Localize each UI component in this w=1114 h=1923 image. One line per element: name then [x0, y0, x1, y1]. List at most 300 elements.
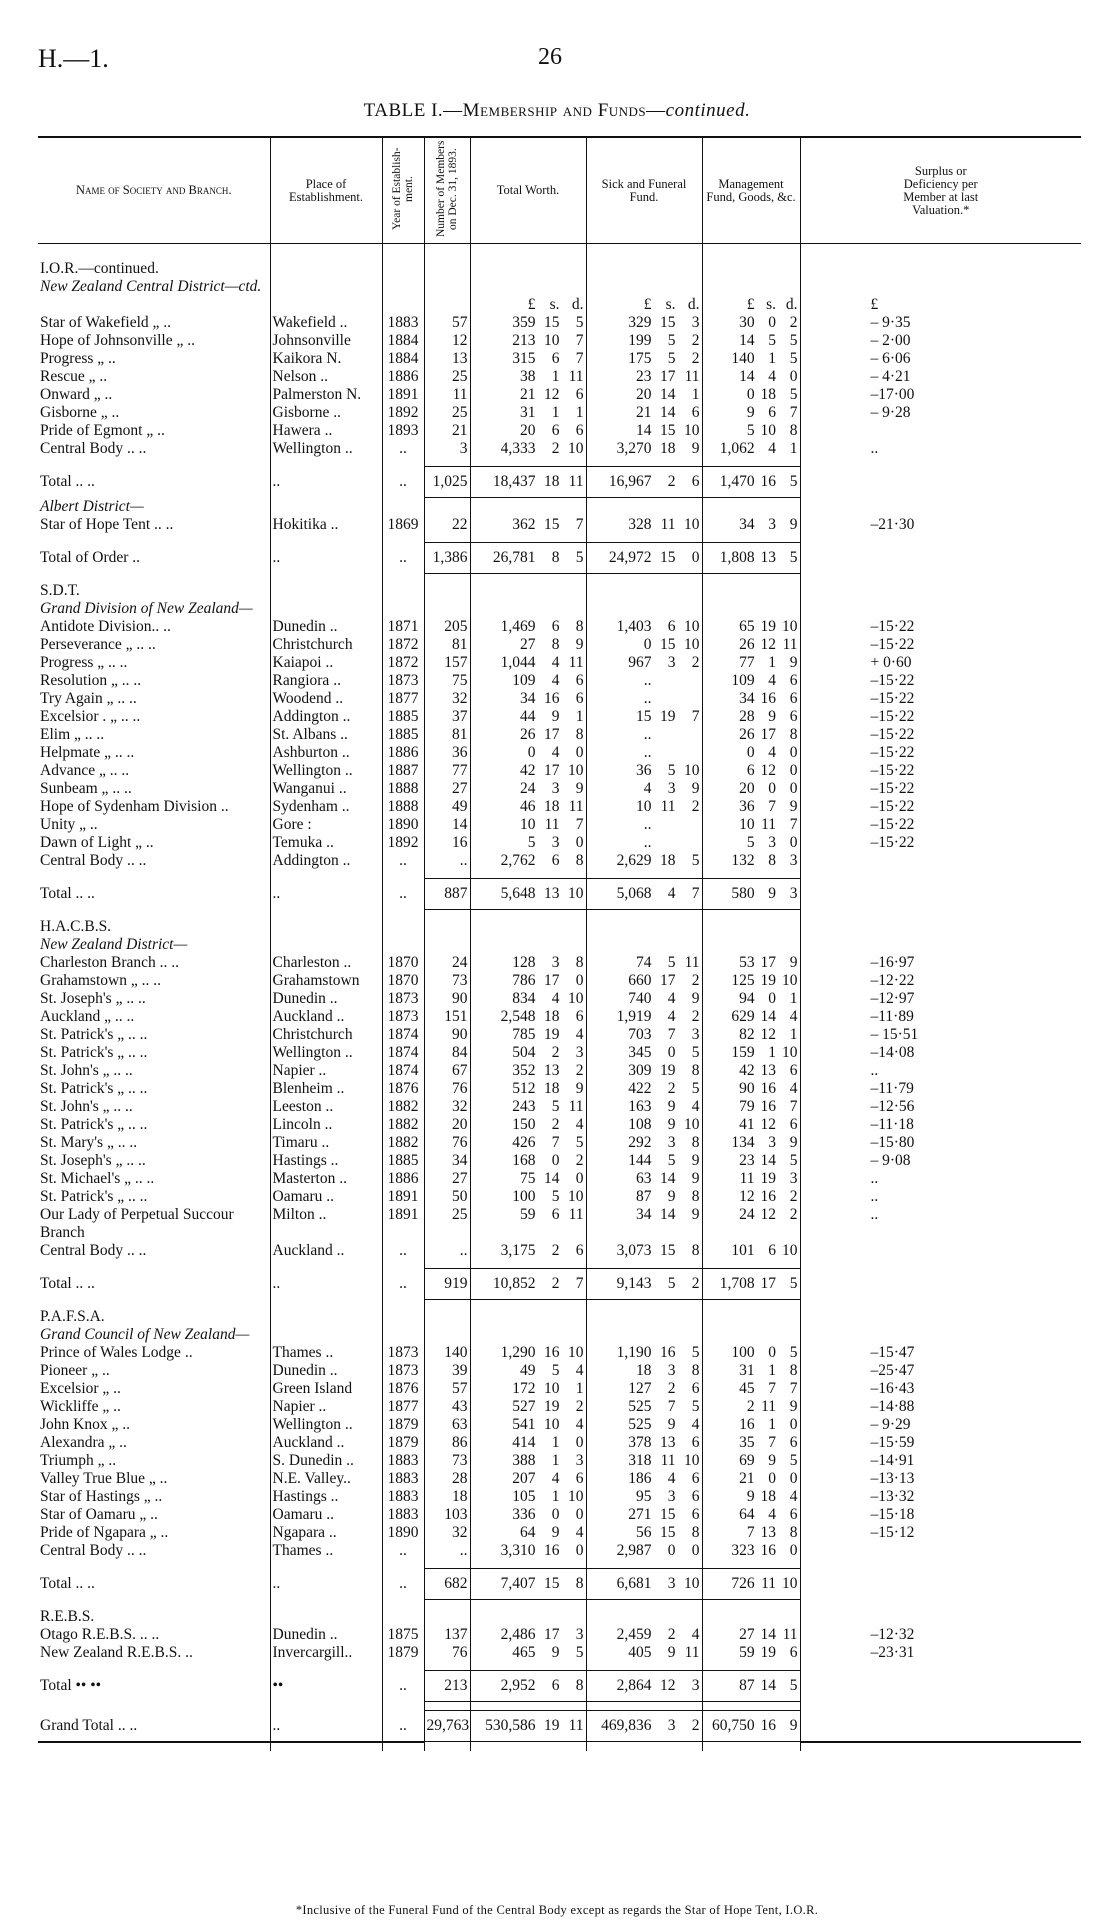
total-worth	[473, 549, 584, 567]
surplus-cell	[800, 1326, 1081, 1344]
management-fund-pounds: 31	[739, 1362, 755, 1379]
members-cell: 57	[424, 1380, 470, 1398]
branch-name: Central Body .. ..	[40, 440, 147, 457]
management-fund-pence: 10	[782, 1044, 798, 1061]
management-fund-pence: 4	[789, 1008, 798, 1025]
society-heading-row	[38, 260, 1081, 278]
members-cell: 137	[424, 1626, 470, 1644]
year-cell: 1891	[382, 1206, 424, 1224]
surplus-cell: –15·22	[800, 672, 1081, 690]
table-row	[38, 1416, 1081, 1434]
total-row	[38, 879, 1081, 910]
management-fund-pence: 5	[789, 386, 798, 403]
table-row	[38, 954, 1081, 972]
total-worth-shillings: 5	[551, 1098, 560, 1115]
management-fund-pence: 6	[789, 1434, 798, 1451]
sick-fund-shillings	[652, 834, 676, 852]
year-cell: 1873	[382, 1008, 424, 1026]
total-row	[38, 1269, 1081, 1300]
sick-fund	[589, 1206, 700, 1224]
sick-fund-pounds: £	[643, 296, 652, 313]
total-worth-pence: 9	[575, 1080, 584, 1097]
management-fund	[705, 332, 798, 350]
total-worth	[473, 852, 584, 870]
total-worth-pounds: 42	[520, 762, 536, 779]
surplus-cell	[800, 467, 1081, 498]
total-worth-pence: 10	[568, 885, 584, 902]
total-worth-pence: 3	[575, 1452, 584, 1469]
sick-fund-cell	[586, 1524, 702, 1542]
sick-fund-shillings	[652, 726, 676, 744]
management-fund-cell	[702, 1044, 800, 1062]
management-fund-pounds: 90	[739, 1080, 755, 1097]
management-fund-shillings: 4	[768, 672, 777, 689]
year-cell: 1885	[382, 708, 424, 726]
management-fund-pence: 9	[789, 954, 798, 971]
total-worth	[473, 990, 584, 1008]
table-row	[38, 1398, 1081, 1416]
members-cell: 28	[424, 1470, 470, 1488]
management-fund-cell	[702, 1098, 800, 1116]
total-worth-cell	[470, 1644, 586, 1662]
members-cell	[424, 260, 470, 278]
sick-fund	[589, 1242, 700, 1260]
sick-fund-cell	[586, 918, 702, 936]
sick-fund-pence: 6	[691, 404, 700, 421]
total-worth-pounds: 465	[512, 1644, 536, 1661]
management-fund-pence: 0	[789, 1470, 798, 1487]
members-cell: 32	[424, 690, 470, 708]
sick-fund-cell	[586, 1569, 702, 1600]
management-fund-pence: 6	[789, 672, 798, 689]
sick-fund-shillings: 5	[667, 954, 676, 971]
year-cell: ..	[382, 1711, 424, 1742]
management-fund-cell	[702, 467, 800, 498]
sick-fund	[589, 1362, 700, 1380]
total-worth-shillings: 18	[544, 1008, 560, 1025]
place-cell: Ashburton ..	[270, 744, 382, 762]
year-cell	[382, 918, 424, 936]
management-fund-pounds: 82	[739, 1026, 755, 1043]
members-cell: 3	[424, 440, 470, 458]
total-worth-pence: 6	[575, 1008, 584, 1025]
sick-fund-cell	[586, 834, 702, 852]
sick-fund-shillings: 5	[667, 1275, 676, 1292]
management-fund	[705, 972, 798, 990]
total-worth	[473, 1470, 584, 1488]
place-cell: Blenheim ..	[270, 1080, 382, 1098]
total-worth-pence: 8	[575, 852, 584, 869]
management-fund-cell	[702, 368, 800, 386]
sick-fund-shillings: 3	[667, 1362, 676, 1379]
total-worth-pounds: 26,781	[492, 549, 536, 566]
sick-fund-pence: 0	[691, 1542, 700, 1559]
sick-fund	[589, 1152, 700, 1170]
surplus-cell	[800, 278, 1081, 296]
sick-fund-pence: 2	[691, 654, 700, 671]
branch-name: St. Joseph's „ .. ..	[40, 1152, 146, 1169]
table-row	[38, 852, 1081, 870]
total-worth	[473, 422, 584, 440]
sick-fund	[589, 1398, 700, 1416]
management-fund	[705, 1062, 798, 1080]
total-worth	[473, 1170, 584, 1188]
management-fund-pence: 7	[789, 404, 798, 421]
year-cell	[382, 600, 424, 618]
members-cell: 18	[424, 1488, 470, 1506]
place-cell: Hawera ..	[270, 422, 382, 440]
sick-fund-shillings: 15	[660, 314, 676, 331]
total-worth-shillings: 2	[551, 1275, 560, 1292]
sick-fund-cell	[586, 1098, 702, 1116]
members-cell	[424, 278, 470, 296]
year-cell: ..	[382, 1269, 424, 1300]
year-cell	[382, 1326, 424, 1344]
management-fund-pounds: 1,062	[719, 440, 755, 457]
total-worth-shillings: 3	[551, 780, 560, 797]
table-row	[38, 654, 1081, 672]
place-cell: Timaru ..	[270, 1134, 382, 1152]
sick-fund-pence: 6	[691, 1434, 700, 1451]
total-worth-pounds: 46	[520, 798, 536, 815]
total-worth-cell	[470, 879, 586, 910]
management-fund	[705, 1416, 798, 1434]
management-fund	[705, 1044, 798, 1062]
branch-name: St. Mary's „ .. ..	[40, 1134, 138, 1151]
total-worth-shillings: 6	[551, 618, 560, 635]
total-worth	[473, 386, 584, 404]
place-cell: Auckland ..	[270, 1434, 382, 1452]
table-row	[38, 1488, 1081, 1506]
total-worth-cell	[470, 780, 586, 798]
year-cell: 1885	[382, 1152, 424, 1170]
sick-fund-pence: 5	[691, 1080, 700, 1097]
branch-name: Sunbeam „ .. ..	[40, 780, 132, 797]
sick-fund-pence: 8	[691, 1188, 700, 1205]
total-worth	[473, 1206, 584, 1224]
spacer-row	[38, 1300, 1081, 1309]
total-worth	[473, 404, 584, 422]
sick-fund-pounds: 9,143	[616, 1275, 652, 1292]
total-worth-pounds: 18,437	[492, 473, 536, 490]
sick-fund	[589, 654, 700, 672]
total-worth-cell	[470, 1452, 586, 1470]
sick-fund-shillings: 15	[660, 1524, 676, 1541]
year-cell: 1872	[382, 636, 424, 654]
management-fund-cell	[702, 600, 800, 618]
total-worth-pence: 10	[568, 1344, 584, 1361]
sick-fund-pence: 3	[691, 1677, 700, 1694]
total-worth	[473, 1044, 584, 1062]
total-worth-cell	[470, 798, 586, 816]
table-row	[38, 708, 1081, 726]
management-fund-pence: 9	[789, 1398, 798, 1415]
management-fund-pounds: 9	[746, 404, 755, 421]
year-cell: 1873	[382, 672, 424, 690]
branch-name: Rescue „ ..	[40, 368, 108, 385]
sick-fund-cell	[586, 368, 702, 386]
sick-fund-cell	[586, 1116, 702, 1134]
year-cell	[382, 260, 424, 278]
total-worth-cell	[470, 543, 586, 574]
place-cell: Wellington ..	[270, 1416, 382, 1434]
members-cell: 919	[424, 1269, 470, 1300]
sick-fund-pence: 2	[691, 350, 700, 367]
management-fund-pence: 4	[789, 1080, 798, 1097]
sick-fund	[589, 618, 700, 636]
management-fund	[705, 1542, 798, 1560]
sick-fund-cell	[586, 1711, 702, 1742]
branch-name: Dawn of Light „ ..	[40, 834, 154, 851]
footnote: *Inclusive of the Funeral Fund of the Central Body except as regards the Star of Hope Tent, I.O.R.	[295, 1903, 819, 1917]
management-fund-pence: 7	[789, 816, 798, 833]
sick-fund-pounds: 2,864	[616, 1677, 652, 1694]
total-row	[38, 1671, 1081, 1702]
members-cell: 49	[424, 798, 470, 816]
sick-fund-pounds: 163	[628, 1098, 652, 1115]
management-fund-shillings: 11	[761, 1398, 777, 1415]
management-fund	[705, 762, 798, 780]
year-cell: ..	[382, 879, 424, 910]
total-worth-shillings: 11	[544, 816, 560, 833]
management-fund-cell	[702, 762, 800, 780]
place-cell: Kaiapoi ..	[270, 654, 382, 672]
sick-fund-cell	[586, 1608, 702, 1626]
total-worth-cell	[470, 582, 586, 600]
management-fund-pounds: £	[746, 296, 755, 313]
total-worth-shillings: 8	[551, 636, 560, 653]
management-fund-pence: 5	[789, 1152, 798, 1169]
management-fund-cell	[702, 990, 800, 1008]
total-worth-pence: 1	[575, 404, 584, 421]
year-cell: 1883	[382, 1488, 424, 1506]
management-fund-cell	[702, 1506, 800, 1524]
surplus-cell: –15·22	[800, 744, 1081, 762]
sick-fund-pence: 9	[691, 990, 700, 1007]
branch-name: Hope of Sydenham Division ..	[40, 798, 229, 815]
surplus-cell: –11·89	[800, 1008, 1081, 1026]
management-fund-cell	[702, 1242, 800, 1260]
management-fund-pence: 10	[782, 972, 798, 989]
year-cell: ..	[382, 1542, 424, 1560]
place-cell: Palmerston N.	[270, 386, 382, 404]
table-title	[0, 100, 1114, 122]
total-worth-shillings: 9	[551, 1524, 560, 1541]
sick-fund	[589, 1098, 700, 1116]
members-cell	[424, 918, 470, 936]
table-row	[38, 690, 1081, 708]
place-cell: ..	[270, 879, 382, 910]
table-row	[38, 762, 1081, 780]
sick-fund-cell	[586, 1488, 702, 1506]
management-fund-cell	[702, 1380, 800, 1398]
sick-fund-pounds: 469,836	[601, 1717, 652, 1734]
total-worth-pence: 5	[575, 1134, 584, 1151]
sick-fund-pounds: ..	[643, 672, 652, 689]
sick-fund	[589, 1026, 700, 1044]
total-worth-cell	[470, 1380, 586, 1398]
management-fund	[705, 1434, 798, 1452]
surplus-cell	[800, 498, 1081, 517]
sick-fund	[589, 1470, 700, 1488]
total-worth-cell	[470, 278, 586, 296]
sick-fund-cell	[586, 404, 702, 422]
total-worth-cell	[470, 816, 586, 834]
sick-fund-pounds: 525	[628, 1416, 652, 1433]
total-worth-pence: 10	[568, 440, 584, 457]
sick-fund-cell	[586, 332, 702, 350]
sick-fund-shillings: 3	[667, 654, 676, 671]
management-fund-shillings: 17	[760, 1275, 777, 1292]
sick-fund	[589, 1380, 700, 1398]
surplus-cell: –23·31	[800, 1644, 1081, 1662]
year-cell	[382, 1308, 424, 1326]
total-worth-cell	[470, 1434, 586, 1452]
sick-fund	[589, 972, 700, 990]
members-cell: 63	[424, 1416, 470, 1434]
year-cell: ..	[382, 1569, 424, 1600]
management-fund-shillings: 3	[768, 516, 777, 533]
total-worth	[473, 1344, 584, 1362]
total-worth-cell	[470, 1362, 586, 1380]
management-fund	[705, 404, 798, 422]
branch-name: Gisborne „ ..	[40, 404, 120, 421]
sick-fund-cell	[586, 1398, 702, 1416]
total-worth-pounds: 10,852	[492, 1275, 536, 1292]
branch-name: Total .. ..	[40, 473, 95, 490]
total-worth-shillings: 8	[551, 549, 560, 566]
surplus-cell: – 15·51	[800, 1026, 1081, 1044]
management-fund-cell	[702, 618, 800, 636]
total-worth-shillings: 6	[551, 422, 560, 439]
management-fund-shillings: 9	[768, 1452, 777, 1469]
sick-fund-pence: 2	[691, 1717, 700, 1734]
branch-name: Valley True Blue „ ..	[40, 1470, 168, 1487]
sick-fund-pounds: 6,681	[616, 1575, 652, 1592]
total-worth-cell	[470, 1506, 586, 1524]
total-worth-shillings: 6	[551, 1677, 560, 1694]
year-cell: 1877	[382, 1398, 424, 1416]
document-reference: H.—1.	[38, 44, 109, 73]
sick-fund-shillings	[652, 816, 676, 834]
branch-name: St. John's „ .. ..	[40, 1062, 133, 1079]
table-row	[38, 1188, 1081, 1206]
total-worth-cell	[470, 636, 586, 654]
sick-fund-cell	[586, 350, 702, 368]
spacer-row	[38, 870, 1081, 879]
management-fund-pounds: 64	[739, 1506, 755, 1523]
members-cell: 90	[424, 1026, 470, 1044]
sick-fund-pence: 11	[684, 954, 700, 971]
total-worth-pounds: 1,290	[500, 1344, 536, 1361]
total-worth-shillings: 2	[551, 1044, 560, 1061]
total-worth-cell	[470, 1098, 586, 1116]
total-worth-pence: 9	[575, 780, 584, 797]
table-row	[38, 1080, 1081, 1098]
branch-name: I.O.R.—continued.	[40, 260, 159, 277]
sick-fund	[589, 1488, 700, 1506]
total-worth-pounds: 150	[512, 1116, 536, 1133]
total-worth-shillings: 4	[551, 1470, 560, 1487]
sick-fund-shillings: 5	[667, 350, 676, 367]
sick-fund-pounds: 10	[636, 798, 652, 815]
total-worth	[473, 762, 584, 780]
total-worth-pence: 5	[575, 1644, 584, 1661]
total-worth-pounds: 75	[520, 1170, 536, 1187]
branch-name: St. Patrick's „ .. ..	[40, 1044, 148, 1061]
sick-fund-shillings: 15	[660, 1506, 676, 1523]
total-worth-pounds: 5	[527, 834, 536, 851]
members-cell: 73	[424, 1452, 470, 1470]
sick-fund	[589, 1116, 700, 1134]
management-fund-cell	[702, 636, 800, 654]
sick-fund-pence	[676, 834, 700, 852]
grand-total-row	[38, 1711, 1081, 1742]
total-worth-pence: 1	[575, 708, 584, 725]
table-row	[38, 350, 1081, 368]
sick-fund	[589, 744, 700, 762]
total-worth-pounds: 541	[512, 1416, 536, 1433]
header-management: Management Fund, Goods, &c.	[702, 137, 800, 244]
management-fund-cell	[702, 690, 800, 708]
branch-name: Total •• ••	[40, 1677, 102, 1694]
table-row	[38, 672, 1081, 690]
sick-fund-pounds: 2,629	[616, 852, 652, 869]
table-row	[38, 1362, 1081, 1380]
total-worth-pence: 10	[568, 1188, 584, 1205]
management-fund-pence: 0	[789, 762, 798, 779]
members-cell: 1,025	[424, 467, 470, 498]
sick-fund-pence: 2	[691, 798, 700, 815]
sick-fund-pence: 11	[684, 1644, 700, 1661]
management-fund-cell	[702, 1080, 800, 1098]
surplus-cell: –15·22	[800, 816, 1081, 834]
total-worth	[473, 332, 584, 350]
management-fund-pence: 5	[789, 1344, 798, 1361]
total-worth-pence: 0	[575, 1170, 584, 1187]
management-fund-shillings: 14	[760, 1008, 777, 1025]
sick-fund-shillings: 14	[660, 1206, 676, 1223]
sick-fund-cell	[586, 1362, 702, 1380]
surplus-cell: –13·13	[800, 1470, 1081, 1488]
surplus-cell: –12·56	[800, 1098, 1081, 1116]
sick-fund-pence: 7	[691, 708, 700, 725]
management-fund-cell	[702, 726, 800, 744]
management-fund-pounds: 159	[731, 1044, 755, 1061]
members-cell: ..	[424, 1242, 470, 1260]
table-row	[38, 1542, 1081, 1560]
sick-fund-cell	[586, 708, 702, 726]
management-fund-cell	[702, 1362, 800, 1380]
management-fund-shillings: 9	[768, 708, 777, 725]
total-worth-cell	[470, 708, 586, 726]
page-number: 26	[538, 44, 562, 70]
management-fund-shillings: 5	[768, 332, 777, 349]
members-cell: ..	[424, 1542, 470, 1560]
branch-name: Excelsior „ ..	[40, 1380, 121, 1397]
total-worth-pounds: 785	[512, 1026, 536, 1043]
management-fund-shillings: s.	[766, 296, 777, 313]
total-worth-shillings: 3	[551, 954, 560, 971]
management-fund-shillings: 17	[760, 954, 777, 971]
sick-fund-cell	[586, 422, 702, 440]
total-worth	[473, 1488, 584, 1506]
sick-fund	[589, 834, 700, 852]
place-cell	[270, 1224, 382, 1242]
management-fund	[705, 1452, 798, 1470]
title-main: Membership and Funds—	[462, 100, 666, 121]
members-cell: 34	[424, 1152, 470, 1170]
